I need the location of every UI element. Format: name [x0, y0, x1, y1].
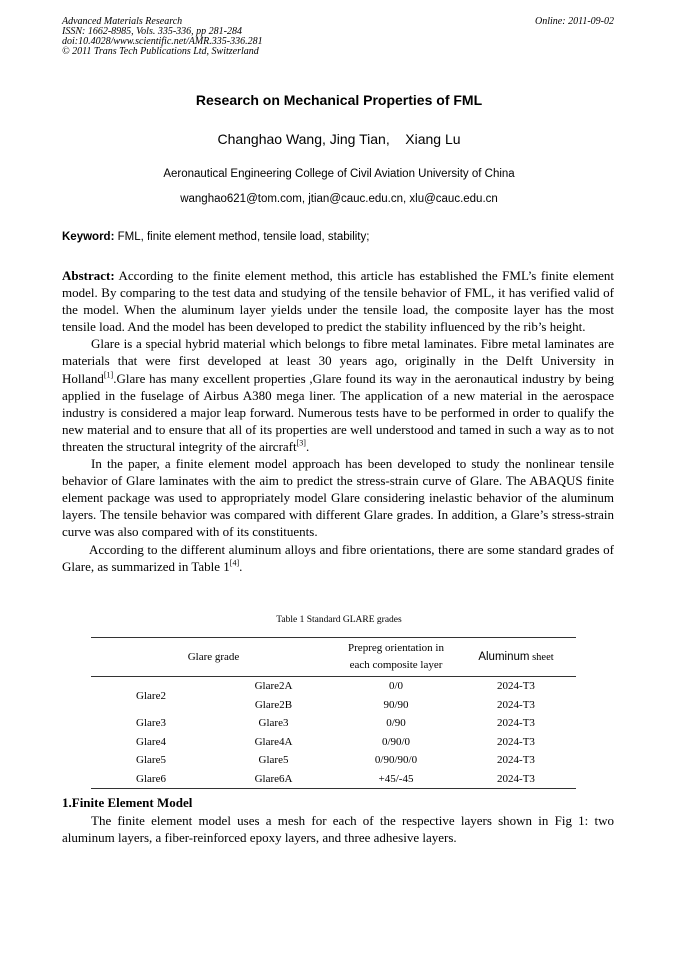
journal-name: Advanced Materials Research — [62, 16, 183, 27]
cell-orientation: 90/90 — [383, 698, 409, 711]
intro-p3-text: According to the different aluminum alloys and fibre orientations, there are some standard grades of Glare, as summarized in Table 1 — [62, 541, 614, 574]
intro-p1-text-a: Glare is a special hybrid material which belongs to fibre metal laminates. Fibre metal laminates are materials that were first developed at least 30 years ago, originally in the Delft University in Holland — [62, 336, 614, 386]
paper-emails: wanghao621@tom.com, jtian@cauc.edu.cn, xlu@cauc.edu.cn — [180, 193, 498, 205]
cell-subgrade: Glare5 — [258, 754, 289, 767]
section-paragraph: The finite element model uses a mesh for each of the respective layers shown in Fig 1: two aluminum layers, a fiber-reinforced epoxy layers, and three adhesive layers. — [62, 813, 614, 846]
header-prepreg-orientation — [336, 638, 456, 677]
cell-sheet: 2024-T3 — [497, 735, 535, 748]
cell-sheet: 2024-T3 — [456, 770, 576, 789]
table-row — [91, 714, 576, 733]
header-glare-grade: Glare grade — [91, 638, 336, 677]
paper-title: Research on Mechanical Properties of FML — [195, 92, 483, 108]
main-text — [62, 267, 614, 575]
header-sheet-label: sheet — [529, 651, 554, 663]
keywords-line — [62, 231, 369, 243]
table-header-row — [91, 638, 576, 677]
cell-orientation: +45/-45 — [336, 770, 456, 789]
online-date: Online: 2011-09-02 — [535, 16, 614, 27]
table-row — [91, 733, 576, 752]
cell-orientation: 0/0 — [388, 680, 404, 693]
cell-sheet: 2024-T3 — [497, 698, 535, 711]
header-prepreg-line2: each composite layer — [349, 659, 443, 671]
cell-sheet: 2024-T3 — [497, 717, 535, 730]
journal-issn: ISSN: 1662-8985, Vols. 335-336, pp 281-284 — [62, 26, 242, 37]
cell-orientation: 0/90/90/0 — [374, 754, 418, 767]
section-heading: 1.Finite Element Model — [62, 795, 193, 810]
intro-p1-text-b: .Glare has many excellent properties ,Glare found its way in the aeronautical industry by being applied in the fuselage of Airbus A380 mega liner. The application of a new material in the aerospace industry is considered a major leap forward. Numerous tests have to be performed in order to qualify the new material and to ensure that all of its properties are well understood and tamed in such a way as to not threaten the structural integrity of the aircraft — [62, 370, 614, 454]
intro-paragraph-3 — [62, 541, 614, 575]
journal-info — [62, 17, 263, 57]
keywords-text: FML, finite element method, tensile load, stability; — [114, 231, 370, 243]
cell-subgrade: Glare2B — [254, 698, 293, 711]
abstract-label: Abstract: — [62, 268, 115, 283]
table-caption: Table 1 Standard GLARE grades — [276, 615, 402, 625]
reference-4: [4] — [229, 558, 240, 568]
intro-paragraph-1 — [62, 335, 614, 455]
intro-paragraph-2: In the paper, a finite element model approach has been developed to study the nonlinear tensile behavior of Glare laminates with the aim to predict the stress-strain curve of Glare. The ABAQUS finite element package was used to appropriately model Glare considering inelastic behavior of the aluminum layers. The tensile behavior was compared with different Glare grades. In addition, a Glare’s stress-strain curve was also compared with of its constituents. — [62, 456, 614, 540]
journal-copyright: © 2011 Trans Tech Publications Ltd, Switzerland — [62, 46, 259, 57]
cell-subgrade: Glare3 — [258, 717, 289, 730]
glare-grades-table — [91, 637, 576, 789]
header-aluminum-label: Aluminum — [478, 650, 530, 663]
intro-p1-end: . — [305, 438, 310, 454]
cell-orientation: 0/90/0 — [381, 735, 411, 748]
reference-3: [3] — [296, 438, 306, 448]
header-aluminum-sheet — [456, 638, 576, 677]
cell-grade: Glare2 — [136, 689, 166, 702]
table-row — [91, 677, 576, 696]
cell-sheet: 2024-T3 — [497, 754, 535, 767]
cell-grade: Glare5 — [136, 754, 166, 767]
reference-1: [1] — [103, 370, 114, 380]
header-prepreg-line1: Prepreg orientation in — [348, 642, 444, 654]
keywords-label: Keyword: — [62, 231, 115, 243]
cell-grade: Glare4 — [136, 735, 166, 748]
abstract-paragraph — [62, 267, 614, 335]
section-body — [62, 812, 614, 846]
table-row — [91, 751, 576, 770]
cell-subgrade: Glare4A — [254, 735, 293, 748]
cell-sheet: 2024-T3 — [497, 680, 535, 693]
cell-subgrade: Glare2A — [254, 680, 293, 693]
abstract-text: According to the finite element method, this article has established the FML’s finite element model. By comparing to the test data and studying of the tensile behavior of FML, it has verified valid of the model. When the aluminum layer yields under the tensile load, the composite layer has the most tensile load. And the model has been developed to predict the stability influenced by the rib’s height. — [62, 268, 614, 335]
paper-authors: Changhao Wang, Jing Tian, Xiang Lu — [217, 131, 461, 147]
cell-grade: Glare3 — [136, 717, 166, 730]
paper-affiliation: Aeronautical Engineering College of Civil Aviation University of China — [163, 168, 515, 180]
table-row — [91, 770, 576, 789]
intro-p3-end: . — [239, 558, 243, 574]
cell-orientation: 0/90 — [386, 717, 406, 730]
journal-doi: doi:10.4028/www.scientific.net/AMR.335-336.281 — [62, 36, 263, 47]
cell-subgrade: Glare6A — [211, 770, 336, 789]
cell-grade: Glare6 — [91, 770, 211, 789]
